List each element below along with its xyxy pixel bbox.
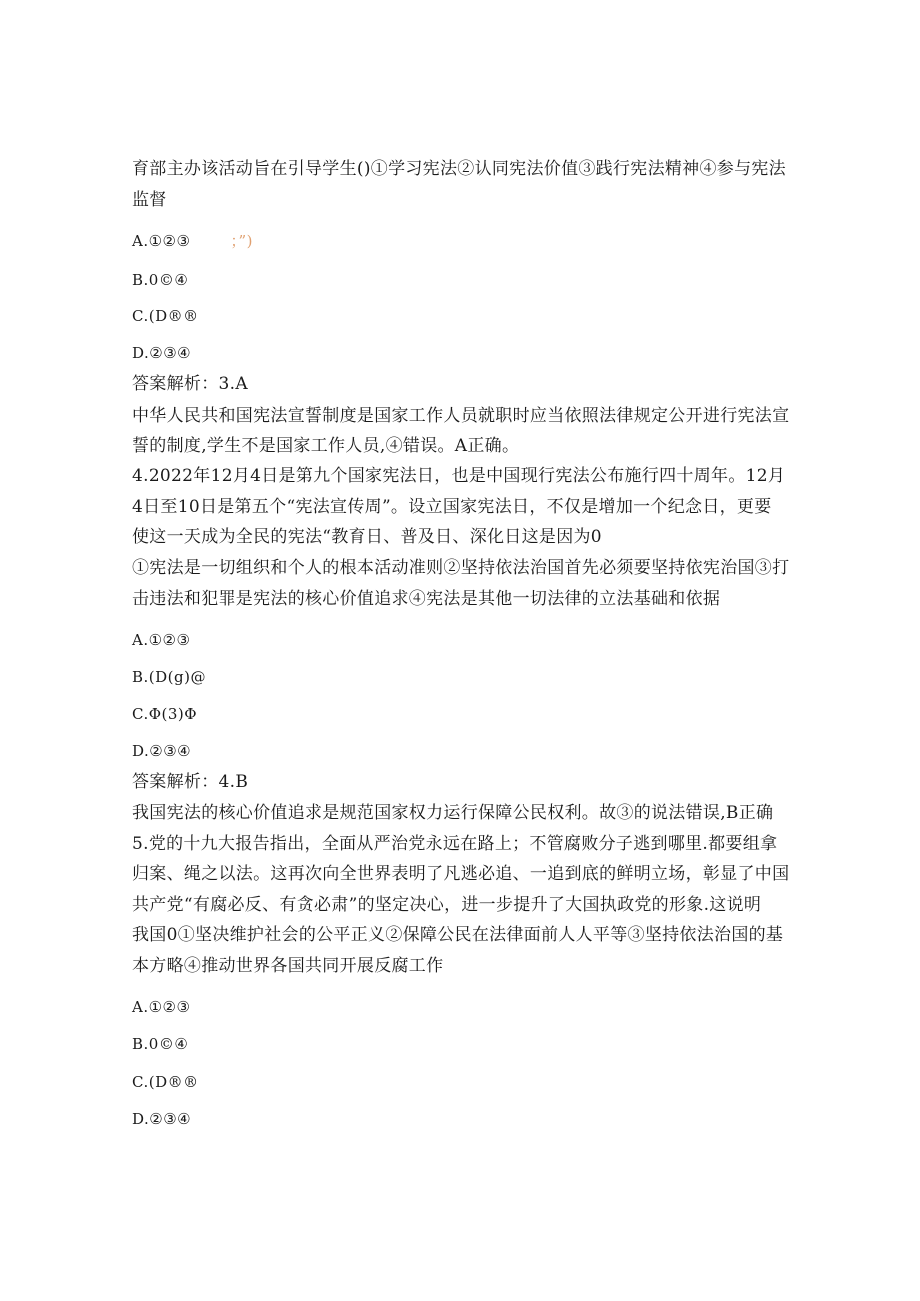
q3-option-d: D.②③④ — [132, 344, 192, 362]
q3-explain-line-2: 誓的制度,学生不是国家工作人员,④错误。A正确。 — [132, 436, 520, 456]
q5-option-c: C.(D®® — [132, 1073, 199, 1091]
q3-stem-line-1: 育部主办该活动旨在引导学生()①学习宪法②认同宪法价值③践行宪法精神④参与宪法 — [132, 159, 786, 179]
q3-answer: 答案解析：3.A — [132, 374, 248, 394]
q3-option-a — [132, 229, 253, 253]
q4-stem-line-5: 击违法和犯罪是宪法的核心价值追求④宪法是其他一切法律的立法基础和依据 — [132, 589, 721, 609]
q4-option-b: B.(D(g)@ — [132, 668, 206, 686]
q4-option-c: C.Φ(3)Φ — [132, 705, 198, 723]
q5-option-a: A.①②③ — [132, 998, 191, 1016]
q3-explain-line-1: 中华人民共和国宪法宣誓制度是国家工作人员就职时应当依照法律规定公开进行宪法宣 — [132, 406, 790, 426]
q5-stem-line-2: 归案、绳之以法。这再次向全世界表明了凡逃必追、一追到底的鲜明立场，彰显了中国 — [132, 864, 790, 884]
q4-stem-line-3: 使这一天成为全民的宪法“教育日、普及日、深化日这是因为0 — [132, 527, 602, 547]
q3-option-a-mark: ；”) — [230, 232, 253, 250]
q4-stem-line-1: 4.2022年12月4日是第九个国家宪法日，也是中国现行宪法公布施行四十周年。12月 — [132, 466, 786, 486]
q3-option-a-text: A.①②③ — [132, 232, 191, 250]
q3-option-b: B.0©④ — [132, 271, 189, 289]
q5-stem-line-5: 本方略④推动世界各国共同开展反腐工作 — [132, 956, 444, 976]
q5-stem-line-4: 我国0①坚决维护社会的公平正义②保障公民在法律面前人人平等③坚持依法治国的基 — [132, 925, 784, 945]
q4-stem-line-2: 4日至10日是第五个“宪法宣传周”。设立国家宪法日，不仅是增加一个纪念日，更要 — [132, 497, 772, 517]
q3-option-c: C.(D®® — [132, 307, 199, 325]
q5-option-d: D.②③④ — [132, 1110, 192, 1128]
q4-answer: 答案解析：4.B — [132, 772, 249, 792]
q3-stem-line-2: 监督 — [132, 190, 167, 210]
q5-option-b: B.0©④ — [132, 1035, 189, 1053]
q5-stem-line-3: 共产党“有腐必反、有贪必肃”的坚定决心，进一步提升了大国执政党的形象.这说明 — [132, 895, 762, 915]
q4-option-d: D.②③④ — [132, 742, 192, 760]
q4-option-a: A.①②③ — [132, 631, 191, 649]
q5-stem-line-1: 5.党的十九大报告指出，全面从严治党永远在路上；不管腐败分子逃到哪里.都要组拿 — [132, 834, 778, 854]
q4-stem-line-4: ①宪法是一切组织和个人的根本活动准则②坚持依法治国首先必须要坚持依宪治国③打 — [132, 558, 790, 578]
q4-explain-line-1: 我国宪法的核心价值追求是规范国家权力运行保障公民权利。故③的说法错误,B正确 — [132, 803, 774, 823]
